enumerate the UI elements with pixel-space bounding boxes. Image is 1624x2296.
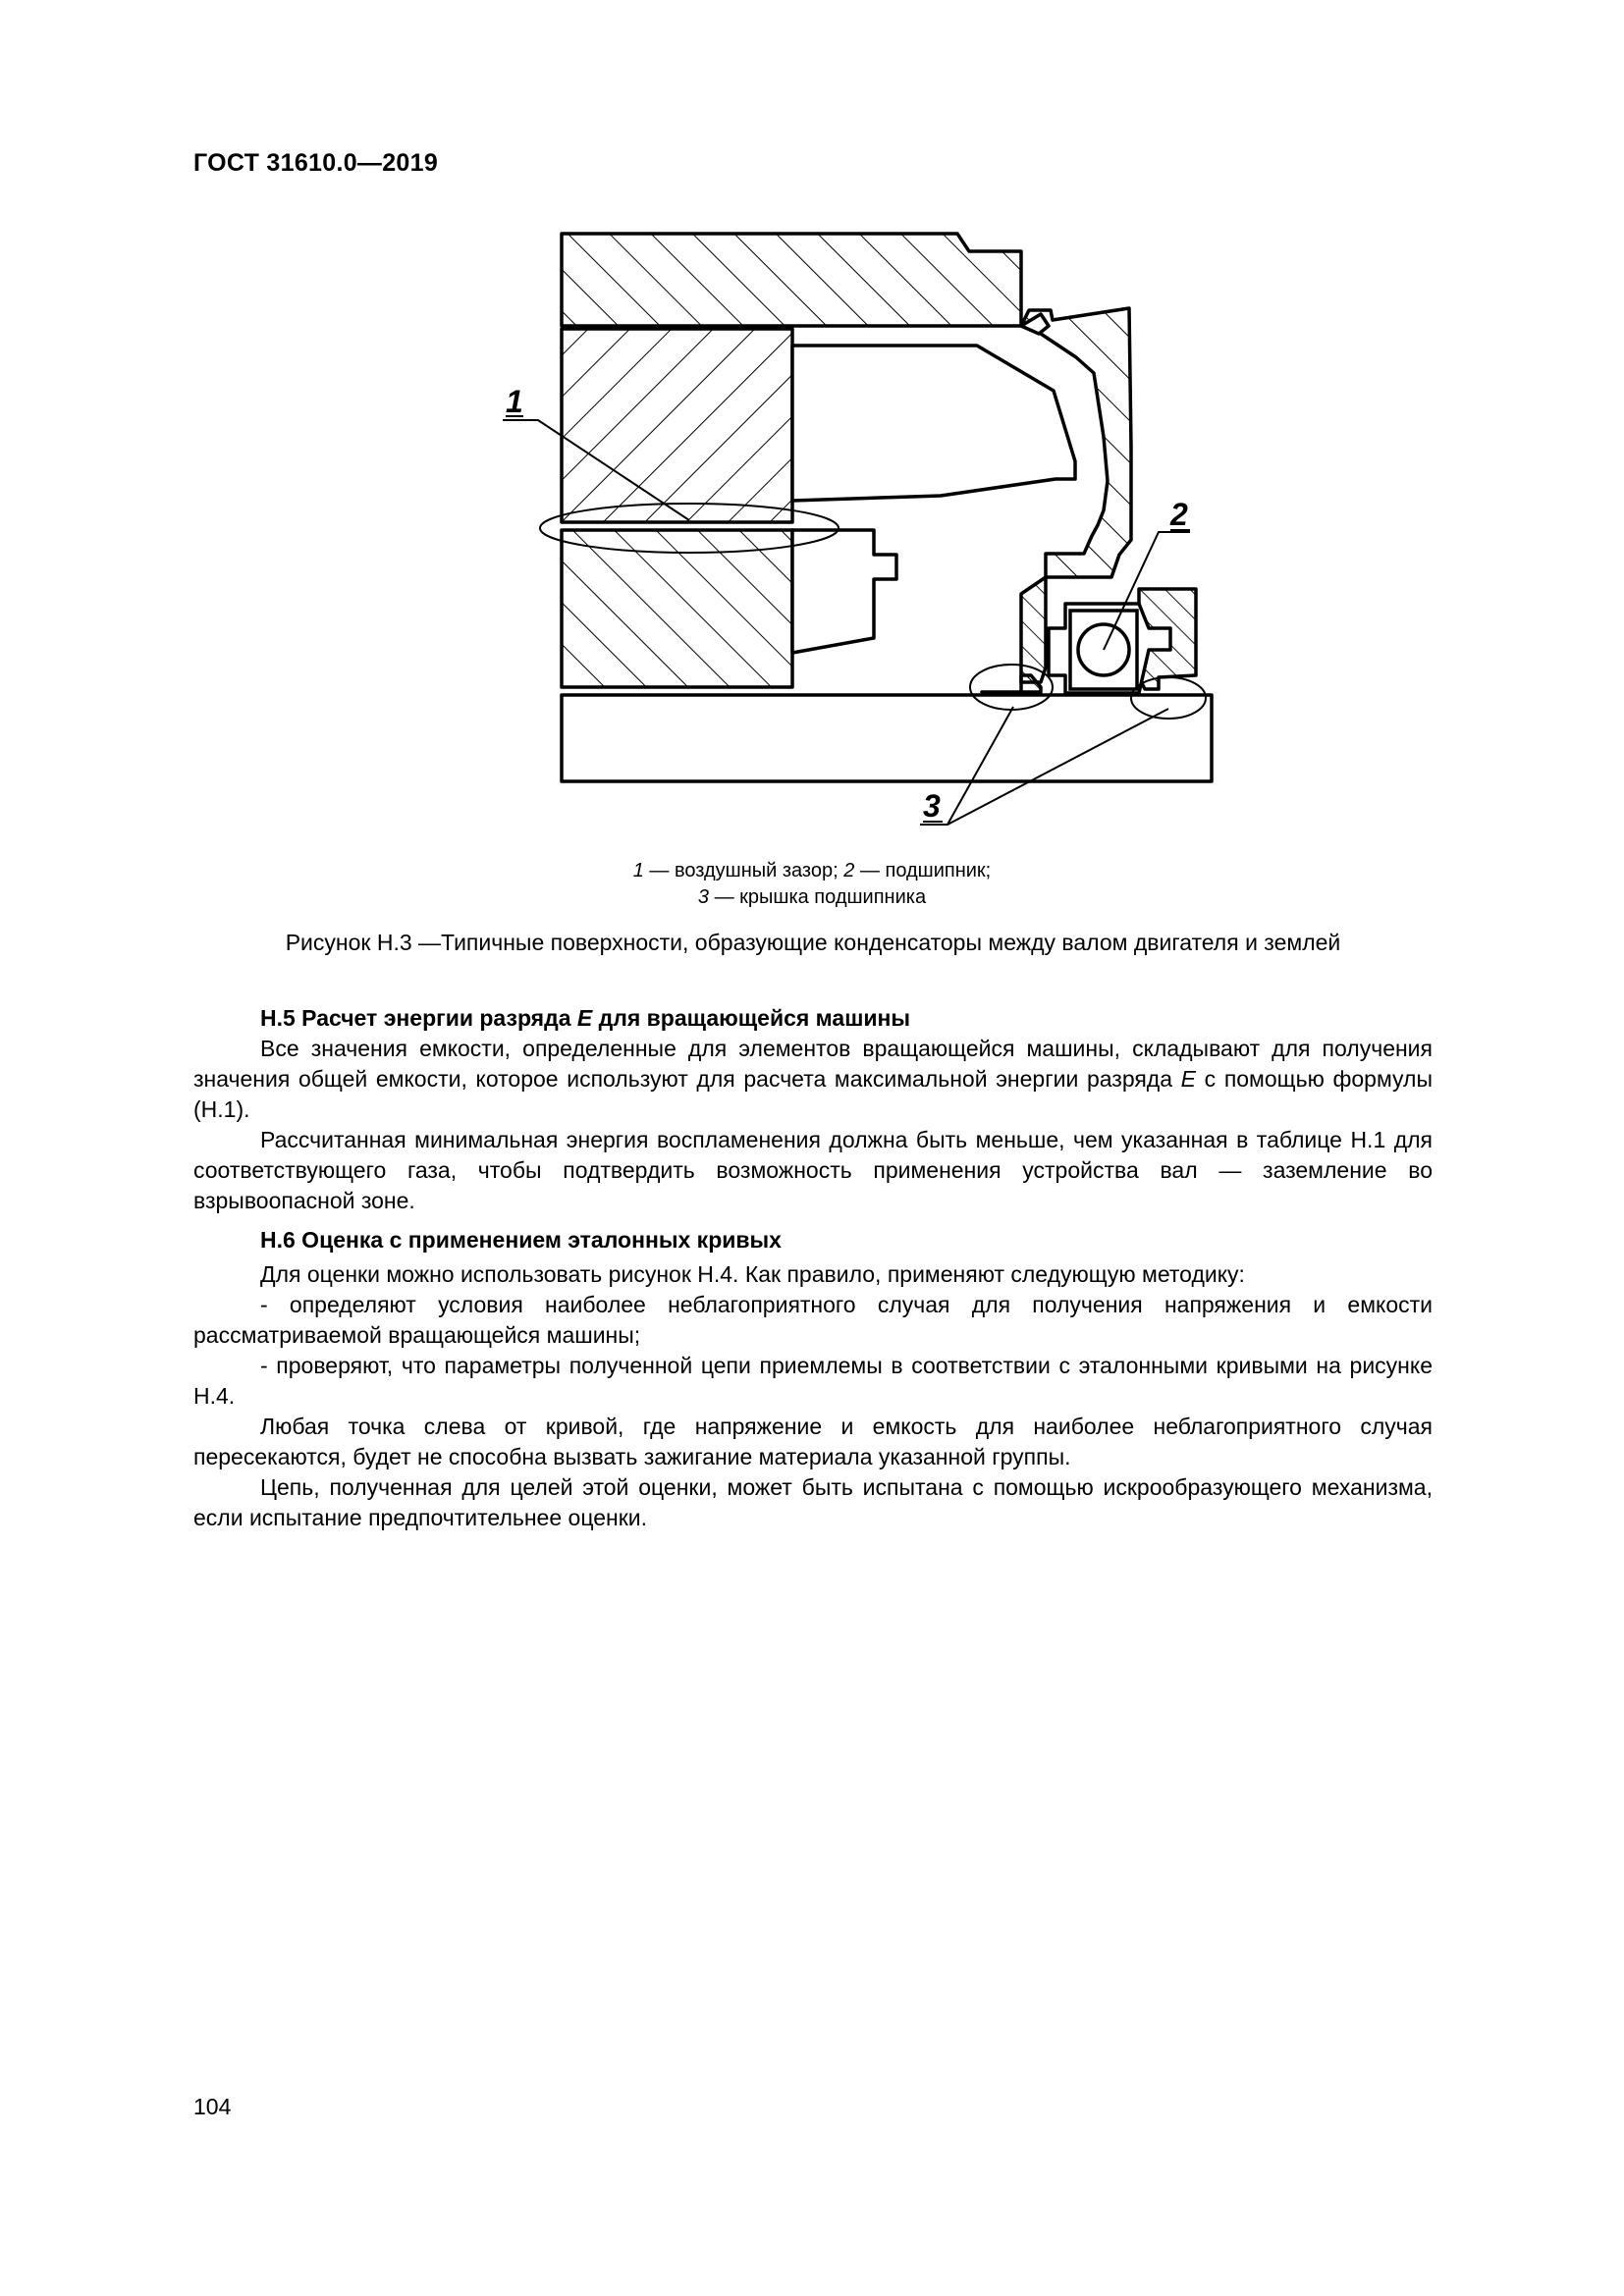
figure-caption: Рисунок Н.3 —Типичные поверхности, образующие конденсаторы между валом двигателя и землей (285, 930, 1341, 955)
figure-legend-line-2 (0, 883, 1624, 911)
paragraph: Все значения емкости, определенные для элементов вращающейся машины, складывают для получения значения общей емкости, которое используют для расчета максимальной энергии разряда E с помощью формулы (Н.1). (193, 1036, 1433, 1122)
housing-frame (562, 234, 1021, 326)
figure-legend-line-1 (0, 857, 1624, 884)
paragraph: Цепь, полученная для целей этой оценки, может быть испытана с помощью искрообразующего механизма, если испытание предпочтительнее оценки. (193, 1474, 1433, 1530)
document-header: ГОСТ 31610.0—2019 (193, 149, 439, 177)
rotor-end (792, 530, 896, 653)
label-3: 3 (923, 788, 941, 824)
legend-num: 3 (697, 886, 710, 908)
figure-h3-motor-cross-section (0, 0, 1624, 864)
document-body (193, 1003, 1433, 1533)
legend-num: 1 (632, 860, 644, 881)
paragraph: Любая точка слева от кривой, где напряжение и емкость для наиболее неблагоприятного случая пересекаются, будет не способна вызвать зажигание материала указанной группы. (193, 1414, 1433, 1469)
stator-winding (792, 346, 1075, 501)
paragraph: - определяют условия наиболее неблагоприятного случая для получения напряжения и емкости рассматриваемой вращающейся машины; (193, 1292, 1433, 1348)
paragraph: Рассчитанная минимальная энергия воспламенения должна быть меньше, чем указанная в таблице Н.1 для соответствующего газа, чтобы подтвердить возможность применения устройства вал — заземление во взрывоопасной зоне. (193, 1127, 1433, 1213)
paragraph: Для оценки можно использовать рисунок Н.4. Как правило, применяют следующую методику: (260, 1261, 1245, 1287)
cover-left-foot (982, 675, 1041, 692)
section-heading-h5: Н.5 Расчет энергии разряда E для вращающейся машины (260, 1005, 911, 1031)
legend-text: — воздушный зазор; (643, 860, 844, 881)
page-number: 104 (193, 2094, 232, 2119)
legend-text: — крышка подшипника (709, 886, 927, 908)
legend-num: 2 (843, 860, 855, 881)
label-2: 2 (1170, 497, 1188, 532)
label-1: 1 (506, 384, 523, 419)
rotor-core (562, 530, 792, 687)
section-heading-h6: Н.6 Оценка с применением эталонных кривых (260, 1227, 782, 1253)
paragraph: - проверяют, что параметры полученной цепи приемлемы в соответствии с эталонными кривыми на рисунке Н.4. (193, 1353, 1433, 1409)
stator-core (562, 329, 792, 522)
legend-text: — подшипник; (854, 860, 992, 881)
